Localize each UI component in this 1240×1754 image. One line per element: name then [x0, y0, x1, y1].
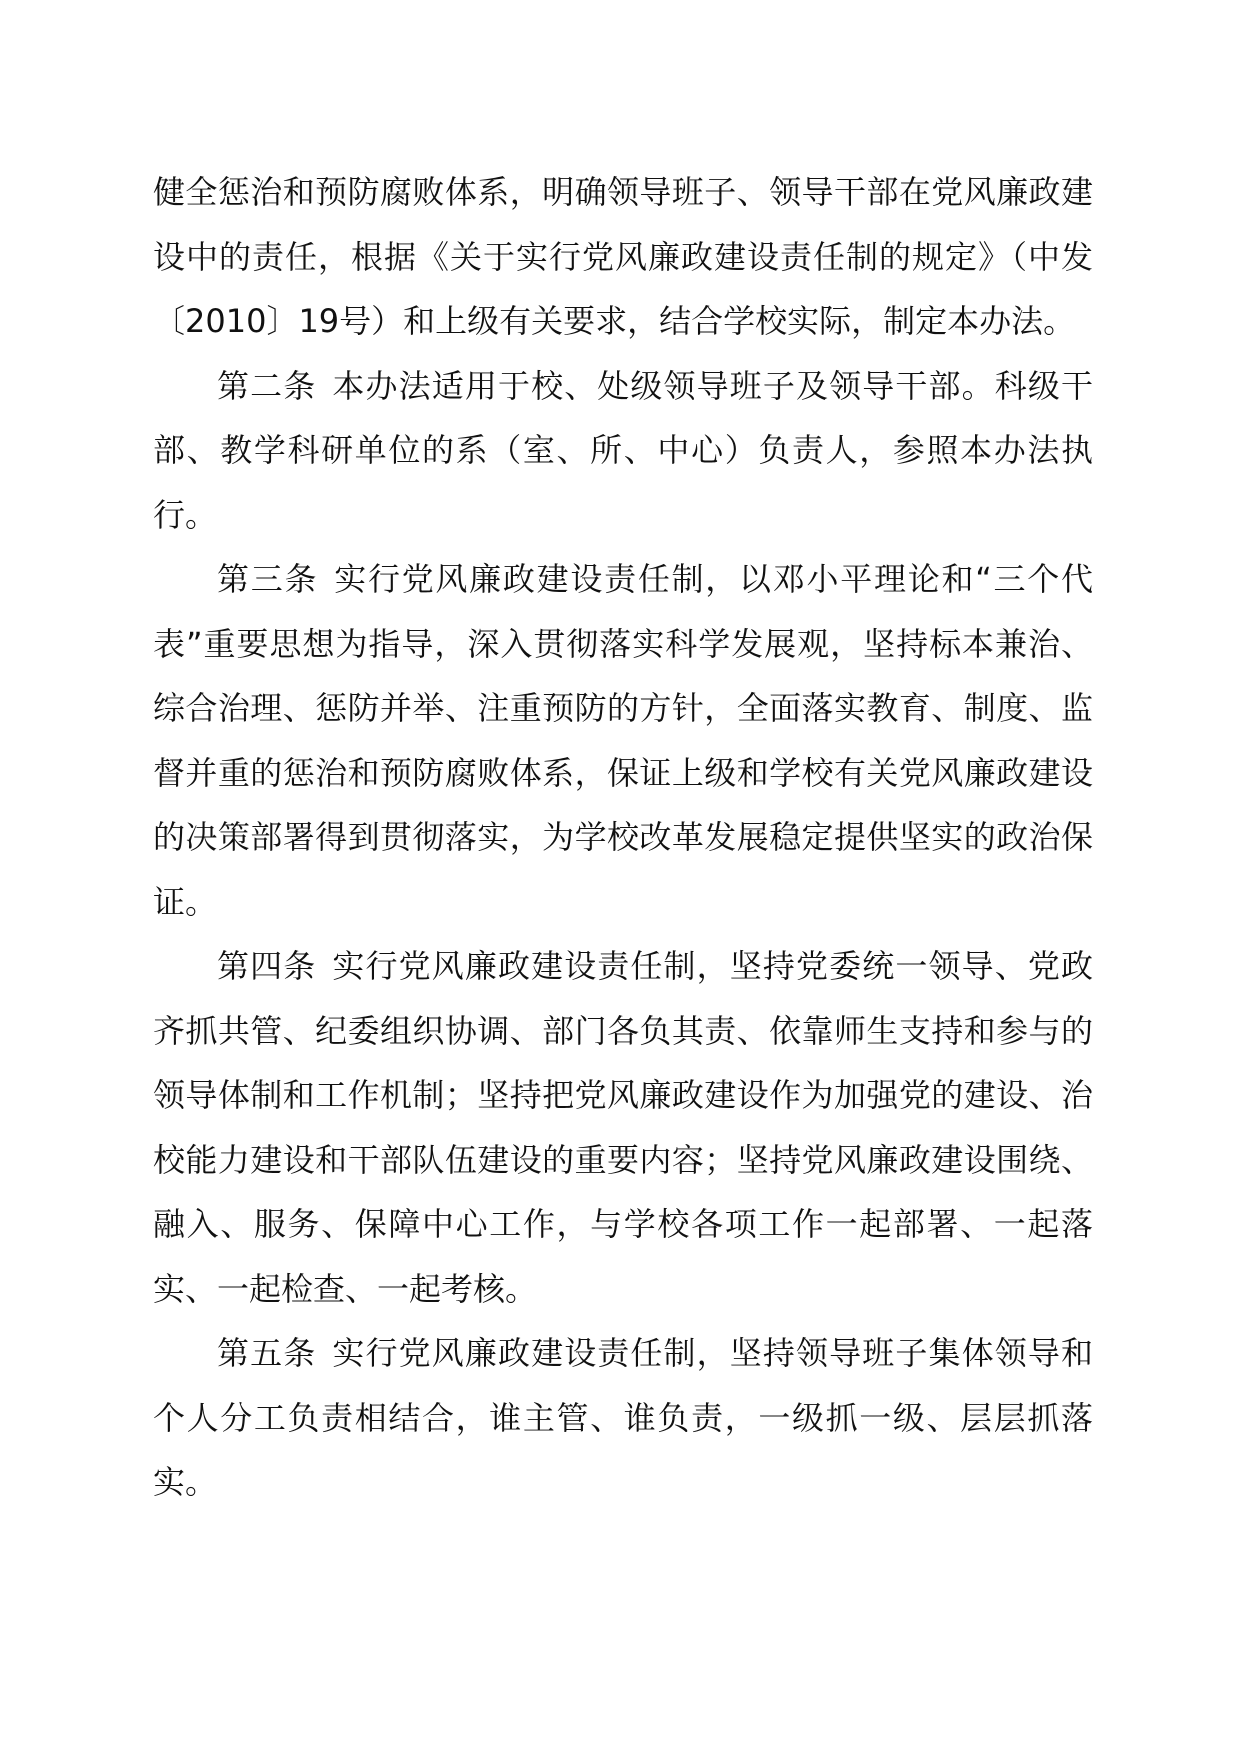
- article-2-label: 第二条: [217, 366, 317, 405]
- article-3-label: 第三条: [217, 560, 319, 598]
- article-5-label: 第五条: [217, 1334, 317, 1372]
- article-5-text: 实行党风廉政建设责任制，坚持领导班子集体领导和个人分工负责相结合，谁主管、谁负责，一级抓一级、层层抓落实。: [153, 1334, 1093, 1501]
- article-2-paragraph: [153, 354, 1093, 548]
- article-4-paragraph: [153, 934, 1093, 1321]
- article-4-text: 实行党风廉政建设责任制，坚持党委统一领导、党政齐抓共管、纪委组织协调、部门各负其责、依靠师生支持和参与的领导体制和工作机制；坚持把党风廉政建设作为加强党的建设、治校能力建设和干部队伍建设的重要内容；坚持党风廉政建设围绕、融入、服务、保障中心工作，与学校各项工作一起部署、一起落实、一起检查、一起考核。: [153, 947, 1093, 1308]
- article-4-label: 第四条: [217, 947, 317, 985]
- article-5-paragraph: [153, 1321, 1093, 1515]
- article-3-paragraph: [153, 547, 1093, 934]
- article-3-text: 实行党风廉政建设责任制，以邓小平理论和“三个代表”重要思想为指导，深入贯彻落实科学发展观，坚持标本兼治、综合治理、惩防并举、注重预防的方针，全面落实教育、制度、监督并重的惩治和预防腐败体系，保证上级和学校有关党风廉政建设的决策部署得到贯彻落实，为学校改革发展稳定提供坚实的政治保证。: [153, 560, 1093, 921]
- article-2-text: 本办法适用于校、处级领导班子及领导干部。科级干部、教学科研单位的系（室、所、中心）负责人，参照本办法执行。: [153, 366, 1093, 534]
- document-body: [153, 160, 1093, 1515]
- intro-paragraph: 健全惩治和预防腐败体系，明确领导班子、领导干部在党风廉政建设中的责任，根据《关于实行党风廉政建设责任制的规定》（中发〔2010〕19号）和上级有关要求，结合学校实际，制定本办法。: [153, 173, 1093, 340]
